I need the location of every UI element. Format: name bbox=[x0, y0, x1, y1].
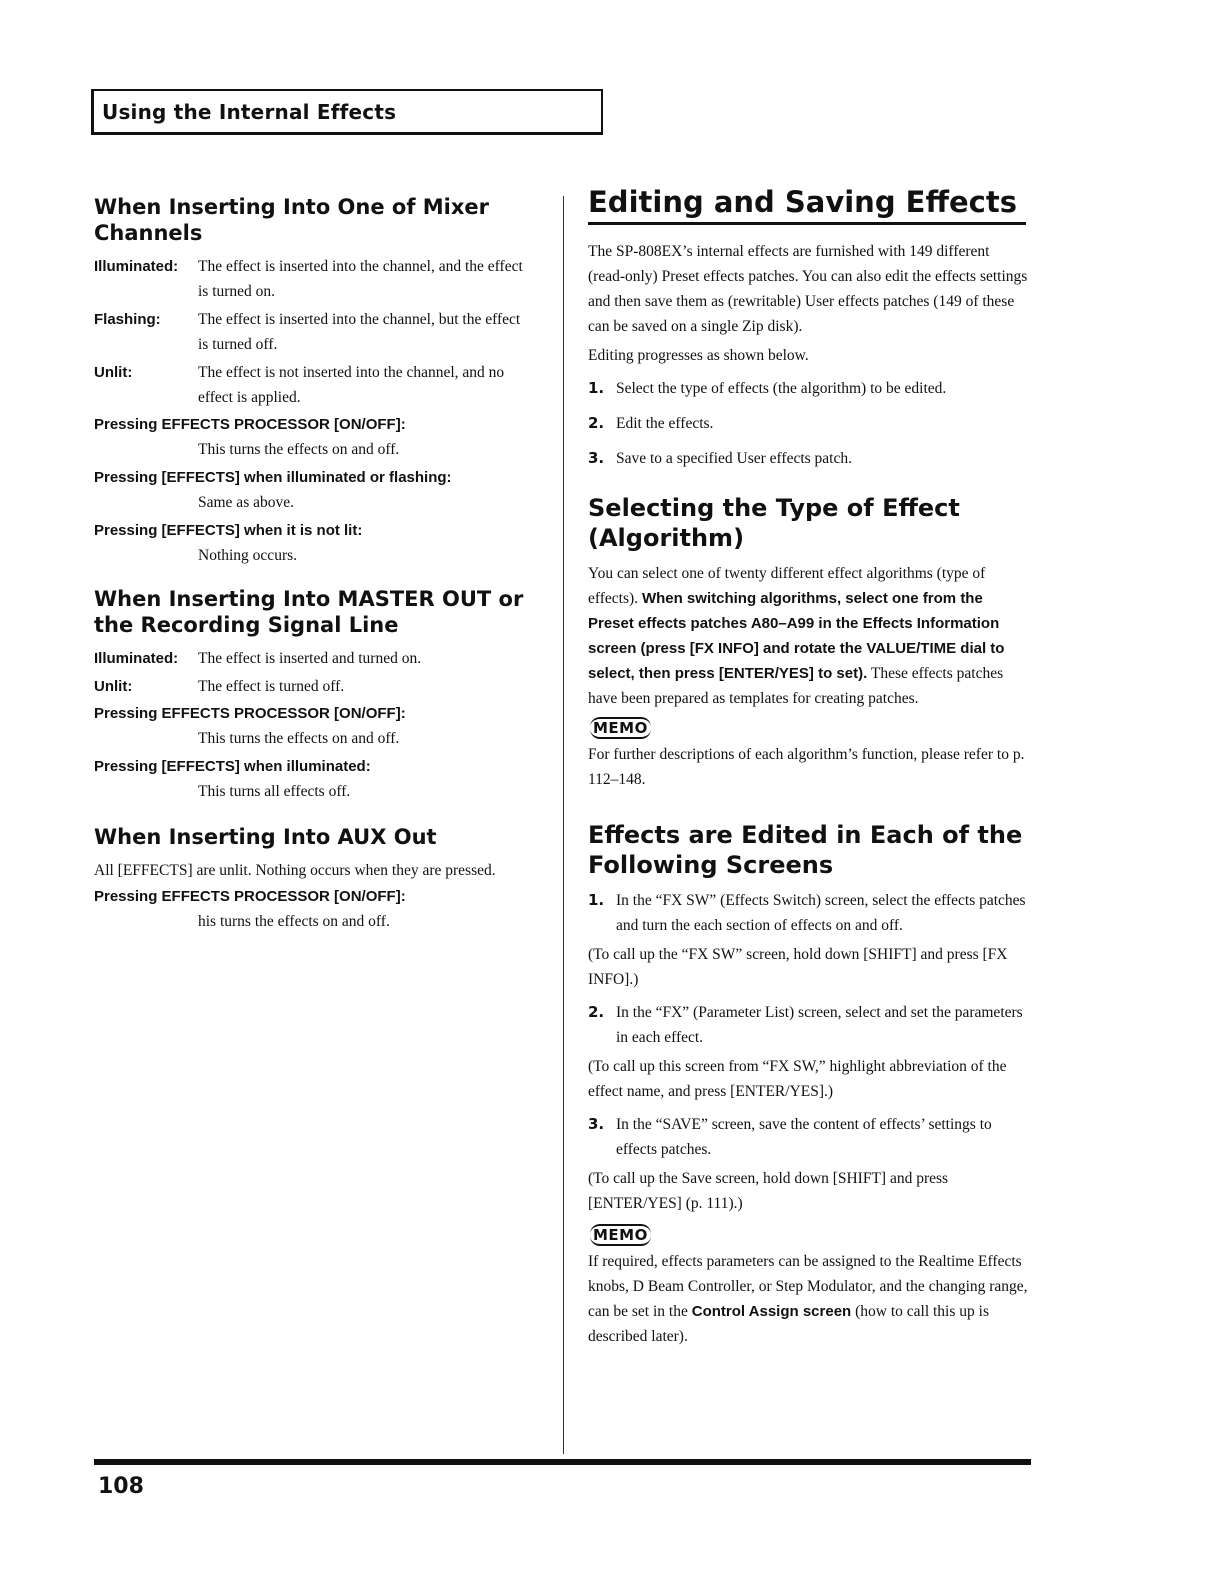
def-text: The effect is turned off. bbox=[198, 678, 345, 695]
pressing-label: Pressing EFFECTS PROCESSOR [ON/OFF]: bbox=[94, 888, 406, 905]
step-number: 3. bbox=[588, 1115, 605, 1133]
def-term: Illuminated: bbox=[94, 650, 179, 667]
select-text bbox=[588, 561, 1028, 711]
memo-text bbox=[588, 1249, 1028, 1349]
def-text: The effect is inserted into the channel, and the effect is turned on. bbox=[198, 258, 523, 300]
list-item bbox=[588, 411, 1028, 436]
column-divider bbox=[563, 196, 564, 1454]
def-term: Illuminated: bbox=[94, 258, 179, 275]
step-text: Select the type of effects (the algorithm) to be edited. bbox=[616, 380, 947, 397]
list-item bbox=[588, 376, 1028, 401]
memo-text-b: (how to call this up is described later). bbox=[588, 1303, 989, 1345]
select-text-bold: When switching algorithms, select one from the Preset effects patches A80–A99 in the Effects Information screen (press [FX INFO] and rotate the VALUE/TIME dial to select, then press [ENTER/YES] to set). bbox=[588, 590, 1005, 682]
select-text-a: You can select one of twenty different effect algorithms (type of effects). bbox=[588, 565, 986, 607]
def-text: The effect is inserted into the channel, but the effect is turned off. bbox=[198, 311, 521, 353]
heading-master-out: When Inserting Into MASTER OUT or the Recording Signal Line bbox=[94, 587, 524, 637]
def-term: Unlit: bbox=[94, 678, 133, 695]
heading-edit-screens: Effects are Edited in Each of the Following Screens bbox=[588, 821, 1023, 879]
step-note: (To call up the Save screen, hold down [SHIFT] and press [ENTER/YES] (p. 111).) bbox=[588, 1170, 949, 1212]
steps-list bbox=[588, 376, 1028, 471]
pressing-text: This turns the effects on and off. bbox=[198, 441, 400, 458]
pressing-text: Nothing occurs. bbox=[198, 547, 298, 564]
progress-text: Editing progresses as shown below. bbox=[588, 347, 809, 364]
memo-label: MEMO bbox=[590, 717, 651, 739]
right-column bbox=[588, 184, 1028, 1349]
def-row bbox=[94, 646, 534, 671]
intro-text: The SP-808EX’s internal effects are furnished with 149 different (read-only) Preset effects patches. You can also edit the effects settings and then save them as (rewritable) User effects patches (149 of these can be saved on a single Zip disk). bbox=[588, 243, 1028, 335]
pressing-label: Pressing [EFFECTS] when illuminated or flashing: bbox=[94, 469, 452, 486]
list-item bbox=[588, 1000, 1028, 1050]
section-header: Using the Internal Effects bbox=[102, 100, 397, 124]
pressing-label: Pressing EFFECTS PROCESSOR [ON/OFF]: bbox=[94, 705, 406, 722]
def-row bbox=[94, 360, 534, 410]
aux-text: All [EFFECTS] are unlit. Nothing occurs when they are pressed. bbox=[94, 862, 496, 879]
step-note: (To call up this screen from “FX SW,” highlight abbreviation of the effect name, and press [ENTER/YES].) bbox=[588, 1058, 1007, 1100]
step-text: Edit the effects. bbox=[616, 415, 714, 432]
page-number: 108 bbox=[98, 1474, 144, 1499]
step-number: 2. bbox=[588, 414, 605, 432]
section-header-box bbox=[91, 89, 603, 135]
memo-label: MEMO bbox=[590, 1224, 651, 1246]
heading-aux-out: When Inserting Into AUX Out bbox=[94, 825, 437, 849]
memo-text-bold: Control Assign screen bbox=[691, 1303, 852, 1320]
heading-select-algorithm: Selecting the Type of Effect (Algorithm) bbox=[588, 494, 960, 552]
select-text-b: These effects patches have been prepared as templates for creating patches. bbox=[588, 665, 1004, 707]
step-text: Save to a specified User effects patch. bbox=[616, 450, 852, 467]
pressing-text: Same as above. bbox=[198, 494, 294, 511]
def-term: Unlit: bbox=[94, 364, 133, 381]
step-number: 1. bbox=[588, 379, 605, 397]
step-number: 1. bbox=[588, 891, 605, 909]
left-column bbox=[94, 194, 534, 938]
step-text: In the “SAVE” screen, save the content of effects’ settings to effects patches. bbox=[616, 1116, 992, 1158]
step-number: 3. bbox=[588, 449, 605, 467]
step-text: In the “FX SW” (Effects Switch) screen, select the effects patches and turn the each section of effects on and off. bbox=[616, 892, 1026, 934]
list-item bbox=[588, 888, 1028, 938]
step-text: In the “FX” (Parameter List) screen, select and set the parameters in each effect. bbox=[616, 1004, 1023, 1046]
memo-text: For further descriptions of each algorithm’s function, please refer to p. 112–148. bbox=[588, 746, 1025, 788]
list-item bbox=[588, 446, 1028, 471]
step-note: (To call up the “FX SW” screen, hold down [SHIFT] and press [FX INFO].) bbox=[588, 946, 1008, 988]
pressing-label: Pressing [EFFECTS] when it is not lit: bbox=[94, 522, 363, 539]
pressing-text: his turns the effects on and off. bbox=[198, 913, 390, 930]
memo-text-a: If required, effects parameters can be assigned to the Realtime Effects knobs, D Beam Controller, or Step Modulator, and the changing range, can be set in the bbox=[588, 1253, 1028, 1320]
screens-list bbox=[588, 888, 1028, 1216]
def-row bbox=[94, 674, 534, 699]
pressing-label: Pressing EFFECTS PROCESSOR [ON/OFF]: bbox=[94, 416, 406, 433]
memo-icon bbox=[590, 1226, 651, 1245]
footer-rule bbox=[94, 1459, 1031, 1465]
pressing-text: This turns the effects on and off. bbox=[198, 730, 400, 747]
def-text: The effect is not inserted into the channel, and no effect is applied. bbox=[198, 364, 505, 406]
list-item bbox=[588, 1112, 1028, 1162]
page-title: Editing and Saving Effects bbox=[588, 184, 1026, 225]
def-term: Flashing: bbox=[94, 311, 161, 328]
pressing-text: This turns all effects off. bbox=[198, 783, 351, 800]
pressing-label: Pressing [EFFECTS] when illuminated: bbox=[94, 758, 371, 775]
def-row bbox=[94, 307, 534, 357]
def-row bbox=[94, 254, 534, 304]
step-number: 2. bbox=[588, 1003, 605, 1021]
heading-mixer-channels: When Inserting Into One of Mixer Channels bbox=[94, 195, 490, 245]
memo-icon bbox=[590, 719, 651, 738]
def-text: The effect is inserted and turned on. bbox=[198, 650, 422, 667]
